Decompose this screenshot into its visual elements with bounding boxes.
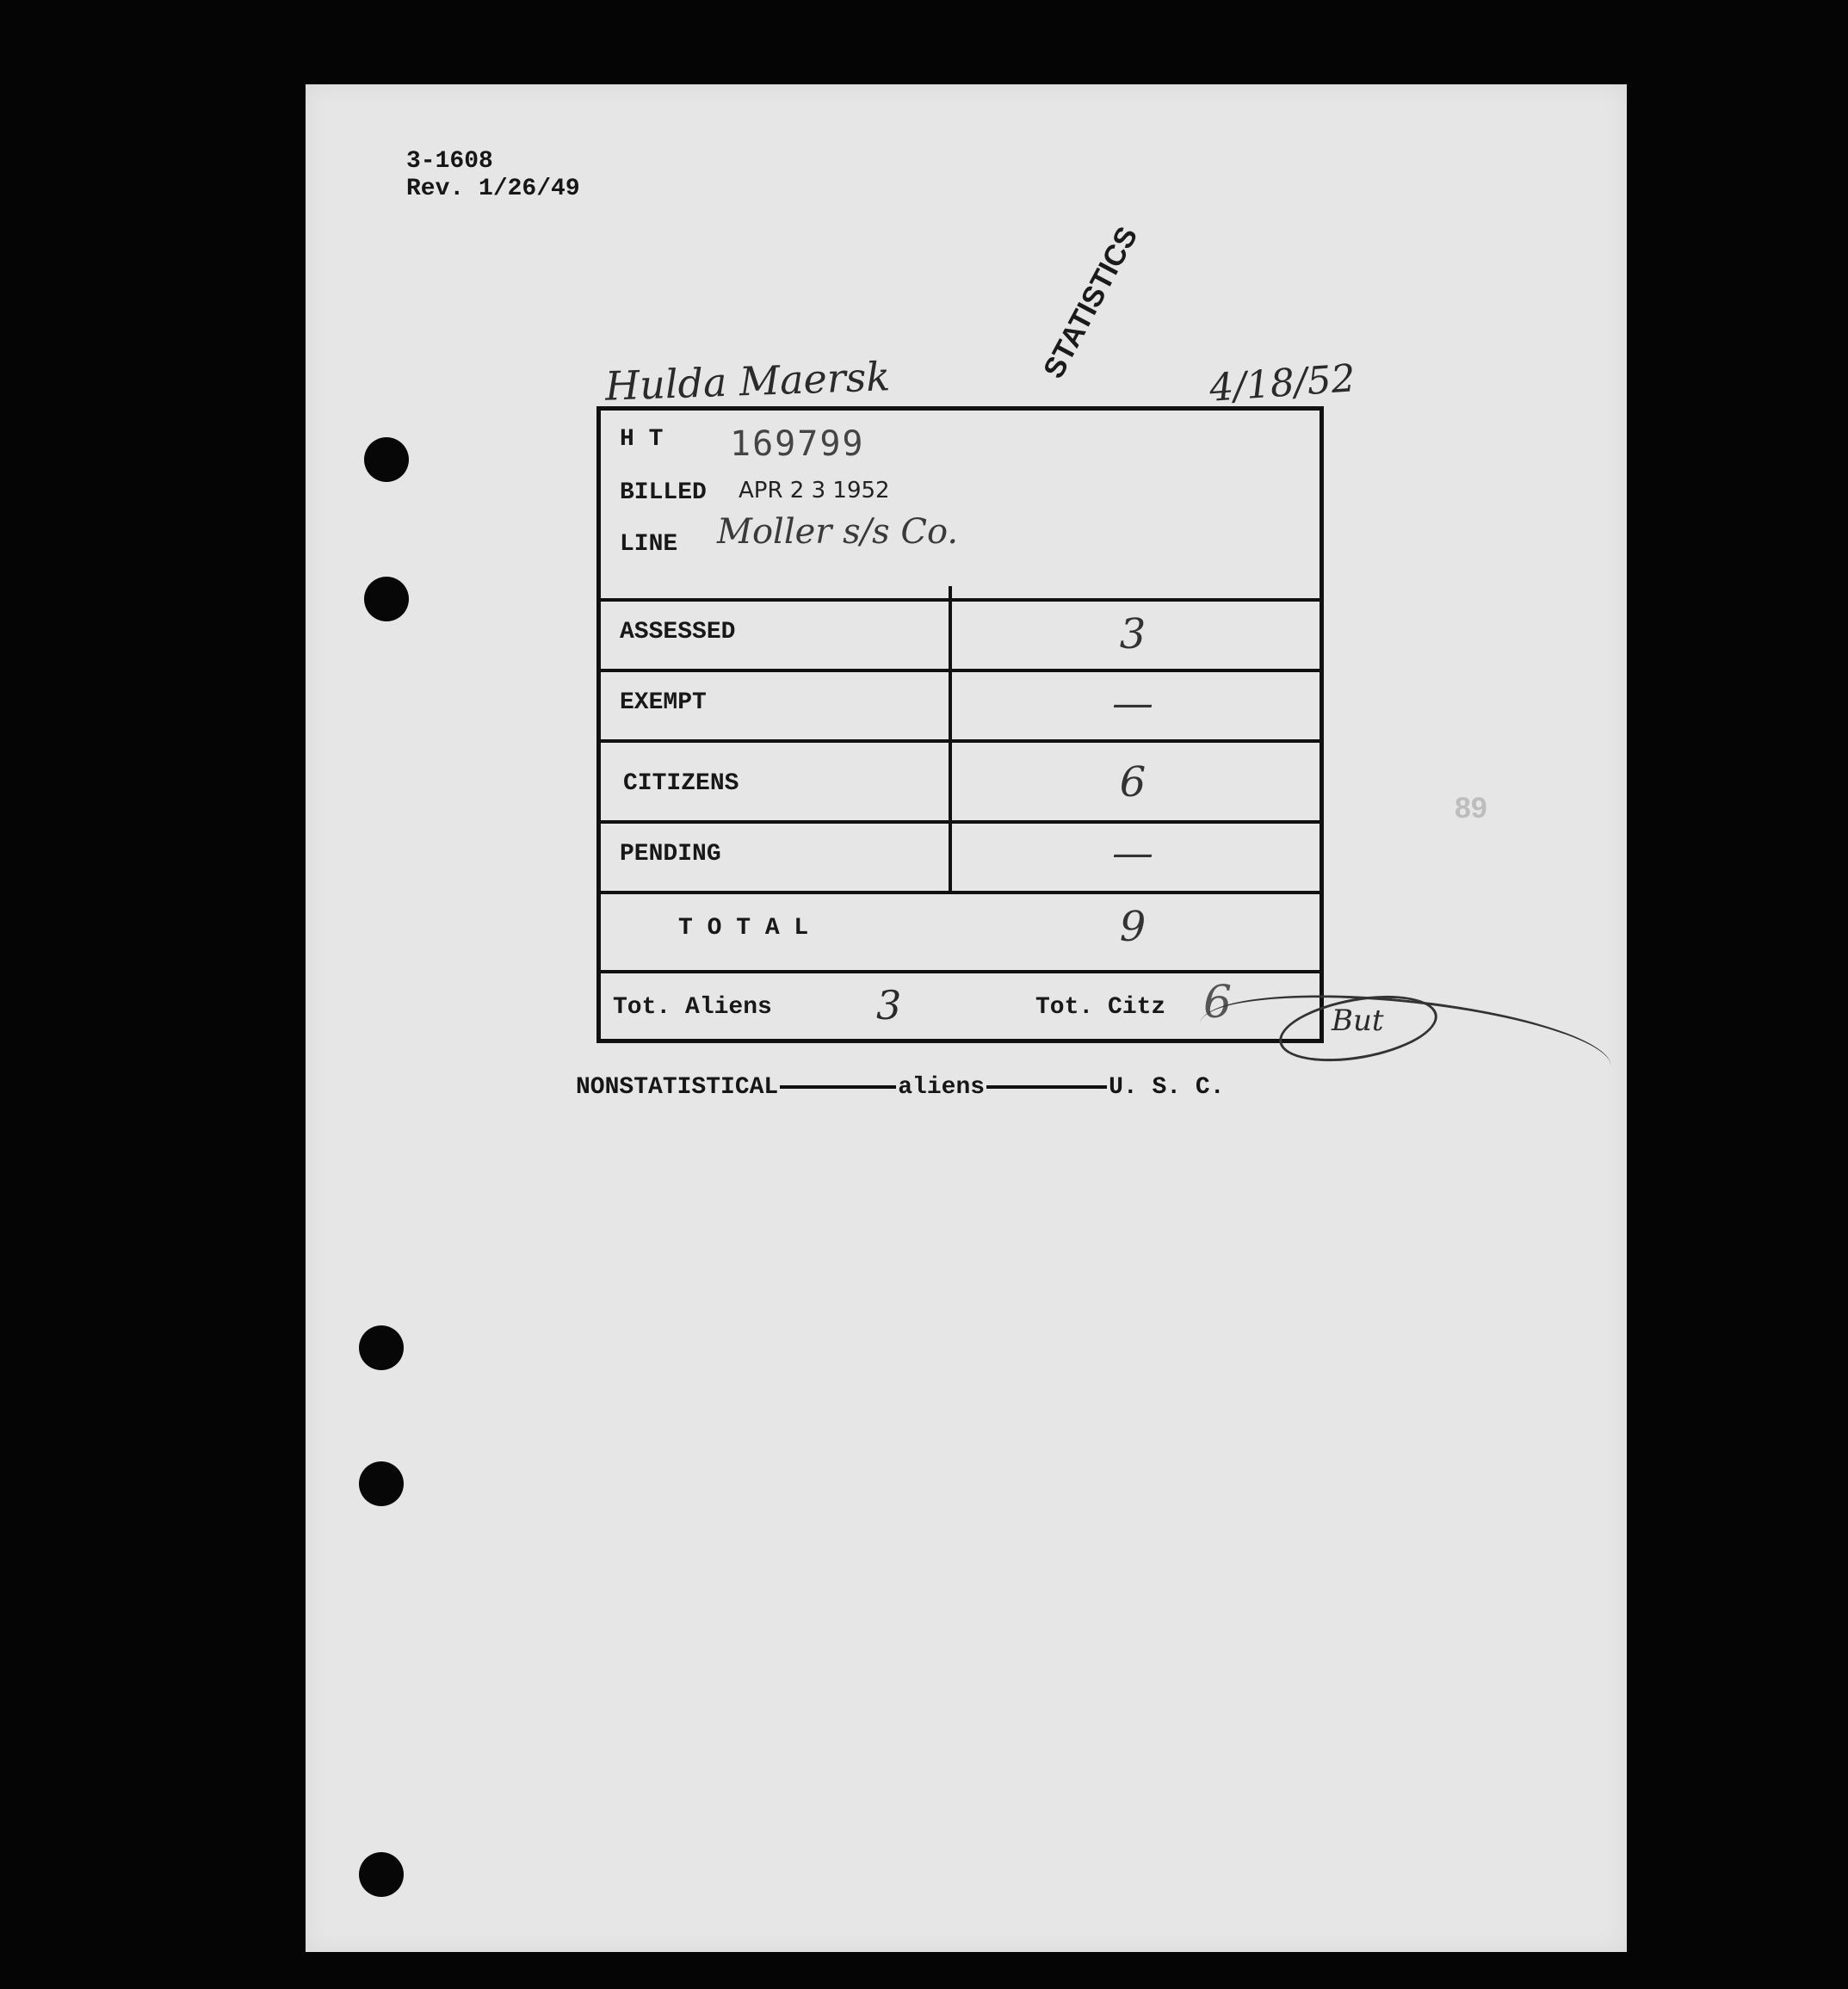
line-value: Moller s/s Co. xyxy=(717,512,959,552)
row-value-exempt: — xyxy=(1112,679,1153,727)
divider xyxy=(601,820,1320,824)
form-revision: Rev. 1/26/49 xyxy=(406,176,580,202)
divider xyxy=(601,598,1320,602)
divider xyxy=(601,669,1320,672)
tot-aliens-label: Tot. Aliens xyxy=(613,994,772,1021)
row-label-pending: PENDING xyxy=(620,841,721,868)
statistics-form-box xyxy=(596,406,1324,1043)
nonstatistical-line xyxy=(576,1074,1225,1101)
punch-hole xyxy=(364,577,409,621)
sheet-number: 89 xyxy=(1455,792,1487,825)
statistics-stamp: STATISTICS xyxy=(1037,221,1145,384)
handwritten-name: Hulda Maersk xyxy=(604,353,892,410)
divider xyxy=(601,970,1320,973)
line-label: LINE xyxy=(620,531,678,558)
total-value: 9 xyxy=(1119,903,1147,951)
ht-label: H T xyxy=(620,426,664,453)
row-value-pending: — xyxy=(1112,829,1153,877)
aliens-blank xyxy=(780,1085,896,1089)
nonstatistical-label: NONSTATISTICAL xyxy=(576,1074,779,1101)
document-page xyxy=(306,84,1627,1952)
divider xyxy=(601,891,1320,894)
total-label: T O T A L xyxy=(678,915,809,942)
handwritten-initials: But xyxy=(1332,1004,1384,1038)
nonstatistical-aliens: aliens xyxy=(898,1074,986,1101)
tot-aliens-value: 3 xyxy=(876,982,902,1028)
punch-hole xyxy=(359,1461,404,1506)
row-value-citizens: 6 xyxy=(1119,758,1147,806)
handwritten-date: 4/18/52 xyxy=(1208,356,1357,411)
ht-number: 169799 xyxy=(730,424,865,464)
billed-date-stamp: APR 2 3 1952 xyxy=(739,478,890,503)
punch-hole xyxy=(364,437,409,482)
row-value-assessed: 3 xyxy=(1119,610,1147,658)
form-number-block xyxy=(406,148,580,203)
row-label-exempt: EXEMPT xyxy=(620,689,707,716)
punch-hole xyxy=(359,1325,404,1370)
tot-citz-label: Tot. Citz xyxy=(1035,994,1166,1021)
billed-label: BILLED xyxy=(620,479,707,506)
row-label-citizens: CITIZENS xyxy=(623,770,739,797)
usc-blank xyxy=(986,1085,1107,1089)
row-label-assessed: ASSESSED xyxy=(620,619,736,645)
form-number: 3-1608 xyxy=(406,148,493,175)
divider xyxy=(601,739,1320,743)
nonstatistical-usc: U. S. C. xyxy=(1109,1074,1225,1101)
punch-hole xyxy=(359,1852,404,1897)
tot-citz-value: 6 xyxy=(1203,977,1233,1028)
